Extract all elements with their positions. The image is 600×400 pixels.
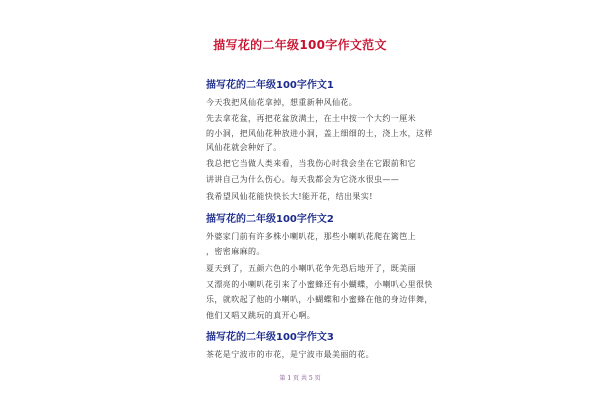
paragraph-line: 乐，就吹起了他的小喇叭，小蝴蝶和小蜜蜂在他的身边伴舞， — [206, 295, 433, 304]
paragraph-line: 外婆家门前有许多株小喇叭花，那些小喇叭花爬在篱笆上 — [206, 232, 416, 241]
page-title: 描写花的二年级100字作文范文 — [213, 38, 387, 52]
section-heading-3: 描写花的二年级100字作文3 — [206, 332, 334, 343]
paragraph-line: 我总把它当做人类来看，当我伤心时我会坐在它跟前和它 — [206, 159, 416, 168]
paragraph-line: 我希望风仙花能快快长大!能开花，结出果实! — [206, 192, 373, 201]
paragraph-line: 今天我把风仙花拿掉，想重新种风仙花。 — [206, 98, 358, 107]
paragraph-line: 又漂亮的小喇叭花引来了小蜜蜂还有小蝴蝶，小喇叭心里很快 — [206, 280, 433, 289]
paragraph-line: ，密密麻麻的。 — [206, 247, 265, 256]
page-footer: 第 1 页 共 5 页 — [279, 375, 321, 382]
section-heading-2: 描写花的二年级100字作文2 — [206, 214, 334, 225]
paragraph-line: 风仙花就会种好了。 — [206, 143, 282, 152]
section-heading-1: 描写花的二年级100字作文1 — [206, 80, 334, 91]
paragraph-line: 茶花是宁波市的市花，是宁波市最美丽的花。 — [206, 350, 374, 359]
paragraph-line: 先去拿花盆，再把花盆放满土，在土中按一个大约一厘米 — [206, 114, 416, 123]
paragraph-line: 的小洞，把风仙花种放进小洞，盖上细细的土，浇上水，这样 — [206, 129, 433, 138]
paragraph-line: 夏天到了，五颜六色的小喇叭花争先恐后地开了，既美丽 — [206, 264, 416, 273]
paragraph-line: 讲讲自己为什么伤心。每天我都会为它浇水很虫—— — [206, 175, 400, 184]
paragraph-line: 他们又唱又跳玩的真开心啊。 — [206, 311, 316, 320]
